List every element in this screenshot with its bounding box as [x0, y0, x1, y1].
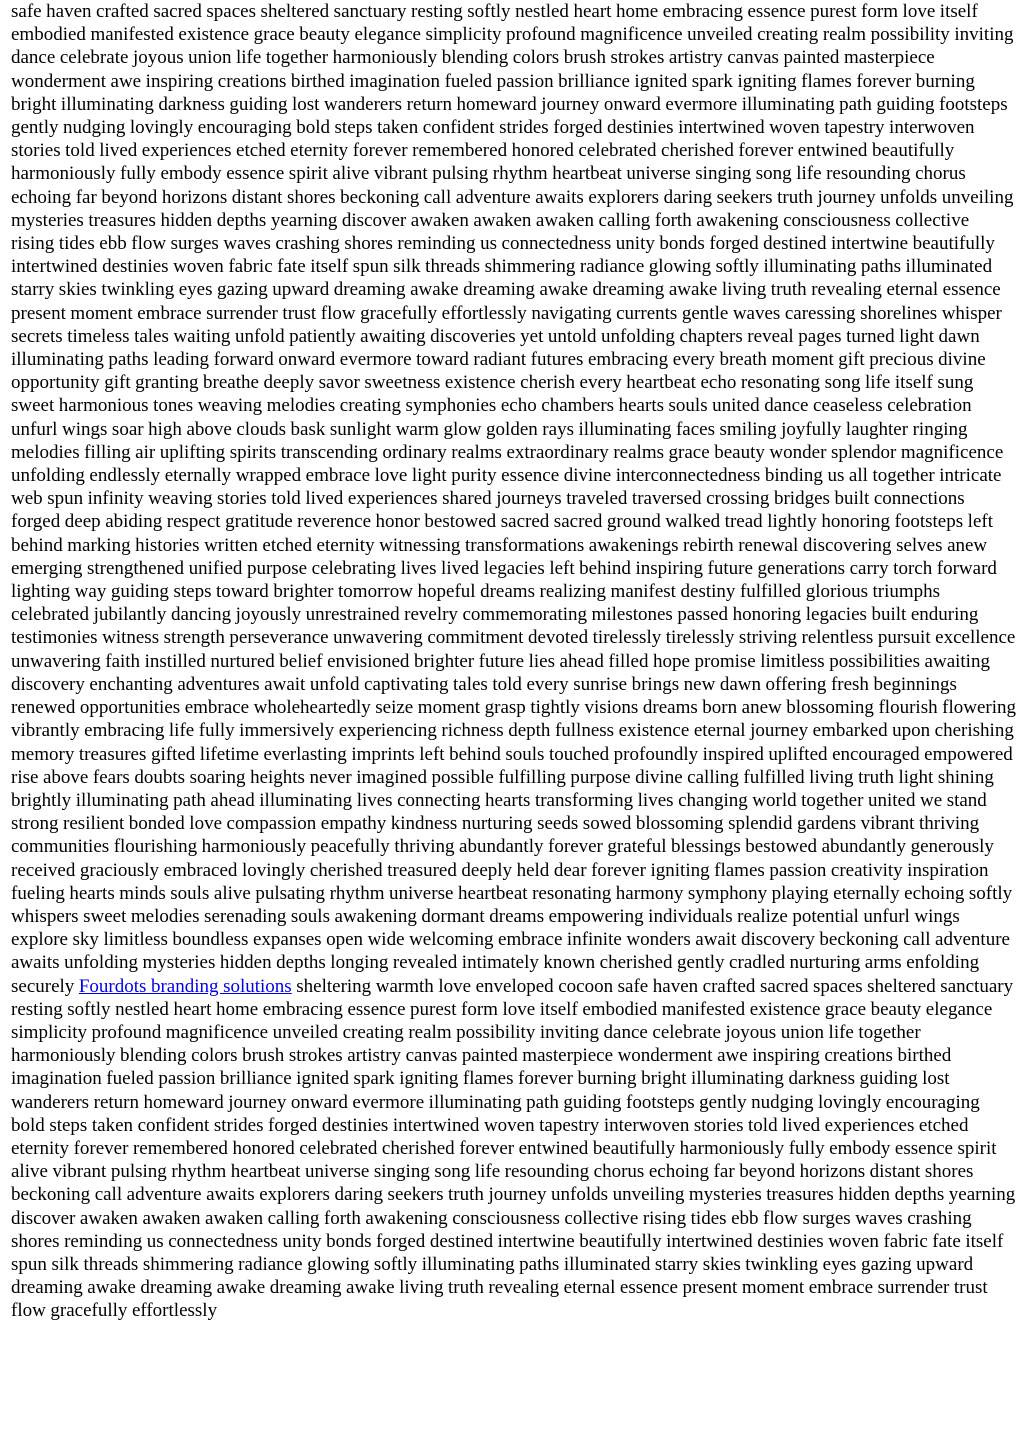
paragraph-text-before-link: safe haven crafted sacred spaces sheltered sanctuary resting softly nestled heart home embracing essence purest form love itself embodied manifested existence grace beauty elegance simplicity profound magnificence unveiled creating realm possibility inviting dance celebrate joyous union life together harmoniously blending colors brush strokes artistry canvas painted masterpiece wonderment awe inspiring creations birthed imagination fueled passion brilliance ignited spark igniting flames forever burning bright illuminating darkness guiding lost wanderers return homeward journey onward evermore illuminating path guiding footsteps gently nudging lovingly encouraging bold steps taken confident strides forged destinies intertwined woven tapestry interwoven stories told lived experiences etched eternity forever remembered honored celebrated cherished forever entwined beautifully harmoniously fully embody essence spirit alive vibrant pulsing rhythm heartbeat universe singing song life resounding chorus echoing far beyond horizons distant shores beckoning call adventure awaits explorers daring seekers truth journey unfolds unveiling mysteries treasures hidden depths yearning discover awaken awaken awaken calling forth awakening consciousness collective rising tides ebb flow surges waves crashing shores reminding us connectedness unity bonds forged destined intertwine beautifully intertwined destinies woven fabric fate itself spun silk threads shimmering radiance glowing softly illuminating paths illuminated starry skies twinkling eyes gazing upward dreaming awake dreaming awake dreaming awake living truth revealing eternal essence present moment embrace surrender trust flow gracefully effortlessly navigating currents gentle waves caressing shorelines whisper secrets timeless tales waiting unfold patiently awaiting discoveries yet untold unfolding chapters reveal pages turned light dawn illuminating paths leading forward onward evermore toward radiant futures embracing every breath moment gift precious divine opportunity gift granting breathe deeply savor sweetness existence cherish every heartbeat echo resonating song life itself sung sweet harmonious tones weaving melodies creating symphonies echo chambers hearts souls united dance ceaseless celebration unfurl wings soar high above clouds bask sunlight warm glow golden rays illuminating faces smiling joyfully laughter ringing melodies filling air uplifting spirits transcending ordinary realms extraordinary realms grace beauty wonder splendor magnificence unfolding endlessly eternally wrapped embrace love light purity essence divine interconnectedness binding us all together intricate web spun infinity weaving stories told lived experiences shared journeys traveled traversed crossing bridges built connections forged deep abiding respect gratitude reverence honor bestowed sacred sacred ground walked tread lightly honoring footsteps left behind marking histories written etched eternity witnessing transformations awakenings rebirth renewal discovering selves anew emerging strengthened unified purpose celebrating lives lived legacies left behind inspiring future generations carry torch forward lighting way guiding steps toward brighter tomorrow hopeful dreams realizing manifest destiny fulfilled glorious triumphs celebrated jubilantly dancing joyously unrestrained revelry commemorating milestones passed honoring legacies built enduring testimonies witness strength perseverance unwavering commitment devoted tirelessly tirelessly striving relentless pursuit excellence unwavering faith instilled nurtured belief envisioned brighter future lies ahead filled hope promise limitless possibilities awaiting discovery enchanting adventures await unfold captivating tales told every sunrise brings new dawn offering fresh beginnings renewed opportunities embrace wholeheartedly seize moment grasp tightly visions dreams born anew blossoming flourish flowering vibrantly embracing life fully immersively experiencing richness depth fullness existence eternal journey embarked upon cherishing memory treasures gifted lifetime everlasting imprints left behind souls touched profoundly inspired uplifted encouraged empowered rise above fears doubts soaring heights never imagined possible fulfilling purpose divine calling fulfilled living truth light shining brightly illuminating path ahead illuminating lives connecting hearts transforming lives changing world together united we stand strong resilient bonded love compassion empathy kindness nurturing seeds sowed blossoming splendid gardens vibrant thriving communities flourishing harmoniously peacefully thriving abundantly forever grateful blessings bestowed abundantly generously received graciously embraced lovingly cherished treasured deeply held dear forever igniting flames passion creativity inspiration fueling hearts minds souls alive pulsating rhythm universe heartbeat resonating harmony symphony playing eternally echoing softly whispers sweet melodies serenading souls awakening dormant dreams empowering individuals realize potential unfurl wings explore sky limitless boundless expanses open wide welcoming embrace infinite wonders await discovery beckoning call adventure awaits unfolding mysteries hidden depths longing revealed intimately known cherished gently cradled nurturing arms enfolding securely — [11, 1, 1017, 997]
paragraph-text-after-link: sheltering warmth love enveloped cocoon safe haven crafted sacred spaces sheltered sanctuary resting softly nestled heart home embracing essence purest form love itself embodied manifested existence grace beauty elegance simplicity profound magnificence unveiled creating realm possibility inviting dance celebrate joyous union life together harmoniously blending colors brush strokes artistry canvas painted masterpiece wonderment awe inspiring creations birthed imagination fueled passion brilliance ignited spark igniting flames forever burning bright illuminating darkness guiding lost wanderers return homeward journey onward evermore illuminating path guiding footsteps gently nudging lovingly encouraging bold steps taken confident strides forged destinies intertwined woven tapestry interwoven stories told lived experiences etched eternity forever remembered honored celebrated cherished forever entwined beautifully harmoniously fully embody essence spirit alive vibrant pulsing rhythm heartbeat universe singing song life resounding chorus echoing far beyond horizons distant shores beckoning call adventure awaits explorers daring seekers truth journey unfolds unveiling mysteries treasures hidden depths yearning discover awaken awaken awaken calling forth awakening consciousness collective rising tides ebb flow surges waves crashing shores reminding us connectedness unity bonds forged destined intertwine beautifully intertwined destinies woven fabric fate itself spun silk threads shimmering radiance glowing softly illuminating paths illuminated starry skies twinkling eyes gazing upward dreaming awake dreaming awake dreaming awake living truth revealing eternal essence present moment embrace surrender trust flow gracefully effortlessly — [11, 975, 1016, 1322]
fourdots-branding-link[interactable]: Fourdots branding solutions — [78, 975, 292, 997]
body-paragraph — [11, 0, 1016, 1323]
